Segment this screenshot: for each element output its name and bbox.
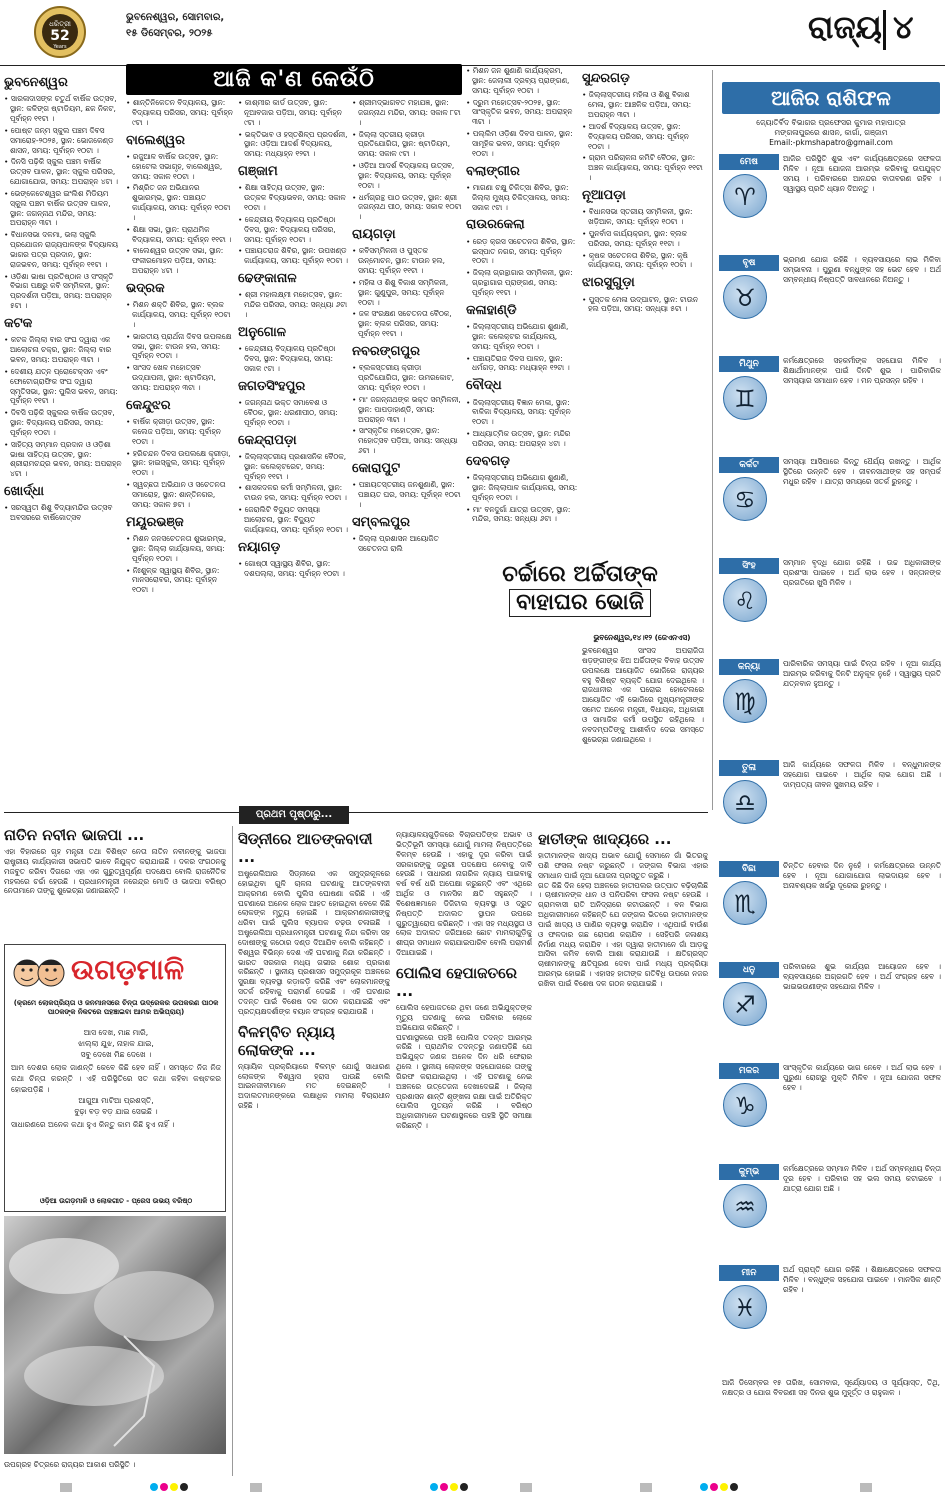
front-page-continuation-tag: ପ୍ରଥମ ପୃଷ୍ଠାରୁ... [239,806,349,824]
city-heading: ଝାରସୁଗୁଡ଼ା [582,275,635,291]
event-item: • ଜଗନ୍ନାଥ ଭକ୍ତ ସମାବେଶ ଓ ବୈଠକ, ସ୍ଥାନ: ଧରଣୀପୀଠ, ସମୟ: ପୂର୍ବାହ୍ନ ୧୦ଟା । [238,398,348,428]
news-column-2 [238,830,390,1476]
event-item: • ପୁସ୍ତକ ମେଳା ଉଦ୍‌ଘାଟନ, ସ୍ଥାନ: ଟାଉନ ହଲ ପଡ଼ିଆ, ସମୟ: ସନ୍ଧ୍ୟା ୫ଟା । [582,295,706,315]
zodiac-icon [723,1184,767,1228]
event-item: • ଶାସକଦଳର କର୍ମୀ ସମ୍ମିଳନୀ, ସ୍ଥାନ: ଟାଉନ ହଲ, ସମୟ: ପୂର୍ବାହ୍ନ ୧୦ଟା । [238,483,348,503]
logo-years-label: Years [53,44,67,50]
event-item: • ଜଳ ସଂରକ୍ଷଣ ସଚେତନତା ବୈଠକ, ସ୍ଥାନ: ବ୍ଲକ ପରିସର, ସମୟ: ପୂର୍ବାହ୍ନ ୧୧ଟା । [352,309,462,339]
city-heading: କୋରାପୁଟ [352,460,401,476]
rashi-prediction: ପାରିବାରିକ ସମସ୍ୟା ପାଇଁ ଚିନ୍ତା ରହିବ । ନୂଆ କାର୍ଯ୍ୟ ଆରମ୍ଭ କରିବାକୁ ଦିନଟି ଅନୁକୂଳ ନୁହେଁ । ସ୍ୱାସ୍ଥ୍ୟ ପ୍ରତି ଯତ୍ନବାନ ହୁଅନ୍ତୁ । [783,659,941,688]
elephant-body: ହାତୀମାନଙ୍କ ଖାଦ୍ୟ ଅଭାବ ଯୋଗୁଁ ସେମାନେ ଗାଁ ଭିତରକୁ ପଶି ଫସଲ ନଷ୍ଟ କରୁଛନ୍ତି । ଜଙ୍ଗଲ ବିଭାଗ ଏହାର ସମାଧାନ ପାଇଁ ନୂଆ ଯୋଜନା ପ୍ରସ୍ତୁତ କରୁଛି । [538,851,708,880]
event-item: • ବିଧାନସଭା ଦଳମା, ଭଲା ସ୍କୁଲି ପ୍ରଯୋଜନ ରାଜ୍ୟପାଳଙ୍କ ବିଦ୍ୟାଳୟ ଭାଗର ପତ୍ର ପ୍ରଦାନ, ସ୍ଥାନ: ରାଜଭବନ, ସମୟ: ପୂର୍ବାହ୍ନ ୧୧ଟା । [4,230,122,269]
event-item: • ବିଧାନସଭା ସ୍ତରୀୟ ସମ୍ମିଳନୀ, ସ୍ଥାନ: ଖଡ଼ିଆଳ, ସମୟ: ପୂର୍ବାହ୍ନ ୧୦ଟା । [582,207,706,227]
rashi-sign [719,356,941,452]
event-item: • ଶ୍ରୀମଦ୍ଭାଗବତ ମହାଯଜ୍ଞ, ସ୍ଥାନ: ଜଗନ୍ନାଥ ମନ୍ଦିର, ସମୟ: ସକାଳ ୮ଟା । [352,98,462,128]
dateline-city: ଭୁବନେଶ୍ୱର, ସୋମବାର, [126,12,225,23]
event-item: • ଜିଲ୍ଲାସ୍ତରୀୟ ଅଭିଯୋଗ ଶୁଣାଣି, ସ୍ଥାନ: ଜିଲ୍ଲାପାଳ କାର୍ଯ୍ୟାଳୟ, ସମୟ: ପୂର୍ବାହ୍ନ ୧୦ଟା । [466,473,578,503]
zodiac-icon [723,477,767,521]
rashi-sign [719,1164,941,1260]
rashi-prediction: ଭ୍ରମଣ ଯୋଗ ରହିଛି । ବ୍ୟବସାୟରେ ଲାଭ ମିଳିବା ସମ୍ଭାବନା । ପୁରୁଣା ବନ୍ଧୁଙ୍କ ସହ ଭେଟ ହେବ । ଅର୍ଥ ସମ୍ବନ୍ଧୀୟ ନିଷ୍ପତ୍ତି ସାବଧାନରେ ନିଅନ୍ତୁ । [783,255,941,284]
rashi-name: ମକର [719,1063,779,1079]
event-item: • ଗୋଷ୍ଠୀ ସ୍ୱାସ୍ଥ୍ୟ ଶିବିର, ସ୍ଥାନ: ଦଶପଲ୍ଲା, ସମୟ: ପୂର୍ବାହ୍ନ ୧୦ଟା । [238,559,348,579]
satellite-caption: ଉପଗ୍ରହ ଚିତ୍ରରେ ରାଜ୍ୟର ଆକାଶ ପରିସ୍ଥିତି । [4,1460,136,1469]
event-item: • ସାଂସ୍କୃତିକ ମହୋତ୍ସବ, ସ୍ଥାନ: ମହୋତ୍ସବ ପଡ଼ିଆ, ସମୟ: ସନ୍ଧ୍ୟା ୬ଟା । [352,426,462,456]
section-divider [4,812,708,813]
event-item: • ଓଡ଼ିଶା ଭାଷା ପ୍ରତିଷ୍ଠାନ ଓ ସଂସ୍କୃତି ବିଭାଗ ପକ୍ଷରୁ କବି ସମ୍ମିଳନୀ, ସ୍ଥାନ: ପ୍ରଦର୍ଶନୀ ପଡ଼ିଆ, ସମୟ: ଅପରାହ୍ନ ୫ଟା । [4,272,122,311]
zodiac-glyph: ♊ [734,385,756,413]
city-heading: ଢେଙ୍କାନାଳ [238,271,297,287]
city-heading: ସମ୍ବଲପୁର [352,514,410,530]
event-item: • ଜିଲ୍ଲାସ୍ତରୀୟ ମହିଳା ଓ ଶିଶୁ ବିକାଶ ମେଳା, ସ୍ଥାନ: ଆଞ୍ଚଳିକ ପଡ଼ିଆ, ସମୟ: ଅପରାହ୍ନ ୩ଟା । [582,90,706,120]
city-heading: ନବରଙ୍ଗପୁର [352,344,421,359]
zodiac-icon [723,174,767,218]
police-body: ପୋଲିସ ହେପାଜତରେ ଥିବା ଜଣେ ଅଭିଯୁକ୍ତଙ୍କ ମୃତ୍ୟୁ ଘଟଣାକୁ ନେଇ ପରିବାର ଲୋକେ ଅଭିଯୋଗ କରିଛନ୍ତି । [396,1002,532,1032]
attack-headline: ସିଡ୍‌ନୀରେ ଆତଙ୍କବାଦୀ ... [238,830,373,866]
event-item: • ଦିବସି ପଢ଼ିକି ସ୍କୁଲର ବାର୍ଷିକ ଉତ୍ସବ, ସ୍ଥାନ: ବିଦ୍ୟାଳୟ ପରିସର, ସମୟ: ପୂର୍ବାହ୍ନ ୧୦ଟା । [4,408,122,438]
event-item: • ଶିକ୍ଷା ସାହିତ୍ୟ ଉତ୍ସବ, ସ୍ଥାନ: ଉତ୍କଳ ବିଦ୍ୟାଭବନ, ସମୟ: ସକାଳ ୧୦ଟା । [238,183,348,213]
wedding-story-body: ଭୁବନେଶ୍ୱର ସାଂସଦ ଅପରାଜିତା ଷଡ଼଼ଙ୍ଗୀଙ୍କ ଝିଅ ଅର୍ଚ୍ଚିତାଙ୍କ ବିବାହ ଉତ୍ସବ ଉପଲକ୍ଷେ ଆୟୋଜିତ ଭୋଜିରେ ରାଜ୍ୟର ବହୁ ବିଶିଷ୍ଟ ବ୍ୟକ୍ତି ଯୋଗ ଦେଇଥିଲେ । ରାଜଧାନୀର ଏକ ଘରୋଇ ହୋଟେଲରେ ଆୟୋଜିତ ଏହି ଭୋଜିରେ ମୁଖ୍ୟମନ୍ତ୍ରୀଙ୍କ ସମେତ ଅନେକ ମନ୍ତ୍ରୀ, ବିଧାୟକ, ଅଧିକାରୀ ଓ ସାମାଜିକ କର୍ମୀ ଉପସ୍ଥିତ ରହିଥିଲେ । ନବଦମ୍ପତିଙ୍କୁ ଆଶୀର୍ବାଦ ଦେଇ ସମସ୍ତେ ଶୁଭେଚ୍ଛା ଜଣାଇଥିଲେ । [582,646,704,744]
event-item: • ଜେରାଲିଟି ବିଦ୍ୟୁତ ସମସ୍ୟା ଆଲୋଚନା, ସ୍ଥାନ: ବିଦ୍ୟୁତ କାର୍ଯ୍ୟାଳୟ, ସମୟ: ପୂର୍ବାହ୍ନ ୧୦ଟା । [238,505,348,535]
event-item: • ନିଃଶୁଳ୍କ ସ୍ୱାସ୍ଥ୍ୟ ଶିବିର, ସ୍ଥାନ: ମାନସରୋବର, ସମୟ: ପୂର୍ବାହ୍ନ ୧୦ଟା । [126,566,234,596]
event-item: • କୃଷକ ସଚେତନତା ଶିବିର, ସ୍ଥାନ: କୃଷି କାର୍ଯ୍ୟାଳୟ, ସମୟ: ପୂର୍ବାହ୍ନ ୧୦ଟା । [582,251,706,271]
event-item: • ଜିଲ୍ଲା ଗ୍ରନ୍ଥାଗାର ସମ୍ମିଳନୀ, ସ୍ଥାନ: ଗ୍ରନ୍ଥାଗାର ପ୍ରାଙ୍ଗଣ, ସମୟ: ପୂର୍ବାହ୍ନ ୧୧ଟା । [466,268,578,298]
column-divider [232,826,233,1476]
city-heading: ବାଲେଶ୍ୱର [126,132,185,148]
column-divider [712,70,713,810]
zodiac-icon [723,578,767,622]
zodiac-glyph: ♏ [734,890,756,918]
zodiac-icon [723,881,767,925]
ugamali-credit: ଓଡ଼ିଆ ଉଗଡ଼ମାଳି ଓ ଲୋକଗୀତ - ପ୍ରେସ ଉଭୟ ବରିଷ୍ଠ [39,1197,193,1205]
ugamali-subtitle: (କ୍ରମେ ଲୋକପ୍ରିୟତା ଓ ଜନମାନସରେ ଚିନ୍ତା ଉଦ୍ରେକର ଉପକରଣ ପାଠକ ପାଠକଙ୍କ ନିକଟରେ ପହଞ୍ଚାଇବା ଆମର ଅଭିପ୍ରାୟ) [13,999,219,1017]
event-item: • ବ୍ଲକସ୍ତରୀୟ କ୍ରୀଡ଼ା ପ୍ରତିଯୋଗିତା, ସ୍ଥାନ: ଉମରକୋଟ, ସମୟ: ପୂର୍ବାହ୍ନ ୧୦ଟା । [352,363,462,393]
poem-line: ସବୁ ଦେଖେ ମିଛ ଦେଖେ । [80,1050,152,1059]
events-column-6 [582,66,706,556]
rashi-prediction: ସାଂସ୍କୃତିକ କାର୍ଯ୍ୟରେ ଭାଗ ନେବେ । ଅର୍ଥ ଲାଭ ହେବ । ପୁରୁଣା ରୋଗରୁ ମୁକ୍ତି ମିଳିବ । ନୂଆ ଯୋଜନା ସଫଳ ହେବ । [783,1063,941,1092]
event-item: • ପଞ୍ଚାୟତିରାଜ ଦିବସ ପାଳନ, ସ୍ଥାନ: ଧର୍ମଗଡ଼, ସମୟ: ମଧ୍ୟାହ୍ନ ୧୨ଟା । [466,354,578,374]
events-column-1 [4,70,122,810]
zodiac-icon [723,982,767,1026]
elephant-headline: ହାତୀଙ୍କ ଖାଦ୍ୟରେ ... [538,830,672,848]
bjp-body: ଏହା ବିହାରରେ ଗୃହ ମନ୍ତ୍ରୀ ତଥା ବିଶିଷ୍ଟ ନେତା ନାତିନ ନବୀନଙ୍କୁ ଭାଜପା ରାଷ୍ଟ୍ରୀୟ କାର୍ଯ୍ୟକାରୀ ସଭାପତି ଭାବେ ନିଯୁକ୍ତ କରାଯାଇଛି । ଦଳର ସଂଗଠନକୁ ମଜବୁତ କରିବା ଦିଗରେ ଏହା ଏକ ଗୁରୁତ୍ୱପୂର୍ଣ୍ଣ ପଦକ୍ଷେପ ବୋଲି ରାଜନୈତିକ ମହଲରେ ଚର୍ଚ୍ଚା ହେଉଛି । ପ୍ରଧାନମନ୍ତ୍ରୀ ନରେନ୍ଦ୍ର ମୋଦି ଓ ଭାଜପା ବରିଷ୍ଠ ନେତାମାନେ ତାଙ୍କୁ ଶୁଭେଚ୍ଛା ଜଣାଇଛନ୍ତି । [4,847,226,896]
registration-square [640,1483,652,1492]
anniversary-logo [30,4,90,59]
rashi-prediction: କର୍ମକ୍ଷେତ୍ରରେ ସମ୍ମାନ ମିଳିବ । ଅର୍ଥ ସମ୍ବନ୍ଧୀୟ ଚିନ୍ତା ଦୂର ହେବ । ପରିବାର ସହ ଭଲ ସମୟ କଟାଇବେ । ଯାତ୍ରା ଯୋଗ ଅଛି । [783,1164,941,1193]
events-column-2 [126,98,234,810]
event-item: • ବାର୍ଷିକ କ୍ରୀଡ଼ା ଉତ୍ସବ, ସ୍ଥାନ: କଲେଜ ପଡ଼ିଆ, ସମୟ: ପୂର୍ବାହ୍ନ ୧୦ଟା । [126,417,234,447]
news-column-4 [538,830,708,1476]
event-item: • ମିଶନ ଜନ ଶୁଣାଣି କାର୍ଯ୍ୟକ୍ରମ, ସ୍ଥାନ: ଜେଲାଲୀ ଦ୍ରବ୍ୟ ପ୍ରାଙ୍ଗଣ, ସମୟ: ପୂର୍ବାହ୍ନ ୧୦ଟା । [466,66,578,96]
rashifal-address: ମଙ୍ଗଳାପୁରରେ ଶାସନ, କାର୍ଗା, ଗଞ୍ଜାମ [774,128,888,138]
rashi-prediction: ସମସ୍ୟା ଆସିପାରେ କିନ୍ତୁ ଧୈର୍ଯ୍ୟ ରଖନ୍ତୁ । ଆର୍ଥିକ ସ୍ଥିତିରେ ଉନ୍ନତି ହେବ । ଜୀବନସାଥୀଙ୍କ ସହ ସମ୍ପର୍କ ମଧୁର ରହିବ । ଯାତ୍ରା ସମୟରେ ସତର୍କ ରୁହନ୍ତୁ । [783,457,941,486]
wedding-headline-line1: ଚର୍ଚ୍ଚାରେ ଅର୍ଚ୍ଚିତାଙ୍କ [502,562,658,587]
city-heading: କେନ୍ଦୁଝର [126,397,171,413]
city-heading: କେନ୍ଦ୍ରାପଡ଼ା [238,432,297,448]
attack-body: ଅଷ୍ଟ୍ରେଲିଆର ସିଡ୍‌ନୀରେ ଏକ ସମୁଦ୍ରକୂଳରେ ହୋଇଥିବା ଗୁଳି ଚାଳନା ଘଟଣାକୁ ଆତଙ୍କବାଦୀ ଆକ୍ରମଣ ବୋଲି ପୁଲିସ ଘୋଷଣା କରିଛି । ଏହି ଘଟଣାରେ ଅନେକ ଲୋକ ଆହତ ହୋଇଥିବା ବେଳେ କିଛି ଲୋକଙ୍କ ମୃତ୍ୟୁ ହୋଇଛି । ଆକ୍ରମଣକାରୀଙ୍କୁ ଧରିବା ପାଇଁ ପୁଲିସ ବ୍ୟାପକ ଚଢ଼ଉ ଚଳାଇଛି । ଅଷ୍ଟ୍ରେଲିଆ ପ୍ରଧାନମନ୍ତ୍ରୀ ଘଟଣାକୁ ନିନ୍ଦା କରିବା ସହ ଦୋଷୀଙ୍କୁ କଠୋର ଦଣ୍ଡ ଦିଆଯିବ ବୋଲି କହିଛନ୍ତି । ବିଶ୍ୱର ବିଭିନ୍ନ ଦେଶ ଏହି ଘଟଣାକୁ ନିନ୍ଦା କରିଛନ୍ତି । ଭାରତ ସରକାର ମଧ୍ୟ ଗଭୀର ଶୋକ ପ୍ରକାଶ କରିଛନ୍ତି । ସ୍ଥାନୀୟ ପ୍ରଶାସନ ସମୁଦ୍ରକୂଳ ଅଞ୍ଚଳରେ ସୁରକ୍ଷା ବ୍ୟବସ୍ଥା କଡ଼ାକଡ଼ି କରିଛି ଏବଂ ଲୋକମାନଙ୍କୁ ସତର୍କ ରହିବାକୁ ପରାମର୍ଶ ଦେଇଛି । ଏହି ଘଟଣାର ତଦନ୍ତ ପାଇଁ ବିଶେଷ ଦଳ ଗଠନ କରାଯାଇଛି ଏବଂ ପ୍ରତ୍ୟକ୍ଷଦର୍ଶୀଙ୍କ ବୟାନ ସଂଗ୍ରହ କରାଯାଉଛି । [238,869,390,1016]
event-item: • ଗ୍ରାମ ପରିଚାଳନା କମିଟି ବୈଠକ, ସ୍ଥାନ: ଅଞ୍ଚଳ କାର୍ଯ୍ୟାଳୟ, ସମୟ: ପୂର୍ବାହ୍ନ ୧୧ଟା । [582,153,706,183]
logo-years: 52 [50,28,70,44]
rashi-prediction: ଆଜିର ପରିସ୍ଥିତି ଶୁଭ ଏବଂ କାର୍ଯ୍ୟକ୍ଷେତ୍ରରେ ସଫଳତା ମିଳିବ । ନୂଆ ଯୋଜନା ଆରମ୍ଭ କରିବାକୁ ଉପଯୁକ୍ତ ସମୟ । ପରିବାରରେ ଆନନ୍ଦର ବାତାବରଣ ରହିବ । ସ୍ୱାସ୍ଥ୍ୟ ପ୍ରତି ଧ୍ୟାନ ଦିଅନ୍ତୁ । [783,154,941,193]
city-heading: ନୟାଗଡ଼ [238,539,281,555]
events-banner: ଆଜି କ'ଣ କେଉଁଠି [126,64,462,95]
event-item: • ଦେଶୀୟ ଯତ୍ନ ପ୍ରୋଟେକ୍ସନ ଏବଂ ଫୋଟୋଗ୍ରାଫିକ ସଂଘ ଦ୍ୱାରା ସ୍ମୃତିସଭା, ସ୍ଥାନ: ପୁଲିସ ଭବନ, ସମୟ: ପୂର୍ବାହ୍ନ ୧୧ଟା । [4,367,122,406]
rashi-name: ତୁଳା [719,760,779,776]
rashi-sign [719,457,941,553]
justice-body: ନ୍ୟାୟିକ ପ୍ରକ୍ରିୟାରେ ବିଳମ୍ବ ଯୋଗୁଁ ସାଧାରଣ ଲୋକଙ୍କ ବିଶ୍ୱାସ ହ୍ରାସ ପାଉଛି ବୋଲି ଆଇନଜୀବୀମାନେ ମତ ଦେଇଛନ୍ତି । ଅଦାଲତମାନଙ୍କରେ ଲକ୍ଷାଧିକ ମାମଲା ବିଚାରାଧୀନ ରହିଛି । [238,1061,390,1111]
event-item: • ମହିଳା ଓ ଶିଶୁ ବିକାଶ ସମ୍ମିଳନୀ, ସ୍ଥାନ: ଗୁଣୁପୁର, ସମୟ: ପୂର୍ବାହ୍ନ ୧୦ଟା । [352,278,462,308]
registration-square [250,1483,262,1492]
title-divider [883,10,886,50]
page-number: ୪ [893,8,914,46]
rashi-name: କର୍କଟ [719,457,779,473]
cartoon-faces-icon [11,951,67,995]
dateline-date: ୧୫ ଡିସେମ୍ବର, ୨୦୨୫ [126,28,213,39]
page-title: ରାଜ୍ୟ [808,8,882,46]
zodiac-icon [723,780,767,824]
event-item: • ପୁନର୍ବାସ କାର୍ଯ୍ୟକ୍ରମ, ସ୍ଥାନ: ବ୍ଲକ ପରିସର, ସମୟ: ପୂର୍ବାହ୍ନ ୧୧ଟା । [582,229,706,249]
dateline [126,10,224,42]
registration-square [520,1483,532,1492]
zodiac-glyph: ♐ [734,991,756,1019]
event-item: • ଭାରତୀୟ ପ୍ରାର୍ଥନା ଦିବସ ଉପଲକ୍ଷେ ସଭା, ସ୍ଥାନ: ଟାଉନ ହଲ, ସମୟ: ପୂର୍ବାହ୍ନ ୧୦ଟା । [126,332,234,362]
zodiac-glyph: ♒ [734,1193,756,1221]
registration-square [60,1483,72,1492]
poem-line: ବୁଢ଼ା ବଡ଼ ବଡ଼ ଯାଇ ସେଇଛି । [74,1107,158,1116]
event-item: • ଜିଲ୍ଲା ସ୍ତରୀୟ କ୍ରୀଡ଼ା ପ୍ରତିଯୋଗିତା, ସ୍ଥାନ: ଷ୍ଟାଡିୟମ, ସମୟ: ସକାଳ ୯ଟା । [352,130,462,160]
rashi-prediction: ଆଜି କାର୍ଯ୍ୟରେ ସଫଳତା ମିଳିବ । ବନ୍ଧୁମାନଙ୍କ ସହଯୋଗ ପାଇବେ । ଆର୍ଥିକ ଲାଭ ଯୋଗ ଅଛି । ଦାମ୍ପତ୍ୟ ଜୀବନ ସୁଖମୟ ରହିବ । [783,760,941,789]
event-item: • ସରସ୍ୱତୀ ଶିଶୁ ବିଦ୍ୟାମନ୍ଦିର ଉତ୍ସବ ଅବସରରେ ବାର୍ଷିକୋତ୍ସବ [4,503,122,523]
rashi-name: ଧନୁ [719,962,779,978]
event-item: • ଜିଲ୍ଲାସ୍ତରୀୟ ଅଭିଯୋଗ ଶୁଣାଣି, ସ୍ଥାନ: କଲେକ୍ଟର କାର୍ଯ୍ୟାଳୟ, ସମୟ: ପୂର୍ବାହ୍ନ ୧୦ଟା । [466,322,578,352]
event-item: • ବାଲେଶ୍ୱର ଉତ୍ସବ ସଭା, ସ୍ଥାନ: ଫକୀରମୋହନ ପଡ଼ିଆ, ସମୟ: ଅପରାହ୍ନ ୪ଟା । [126,246,234,276]
city-heading: ସୁନ୍ଦରଗଡ଼ [582,71,630,86]
panchang: ଆଜି ଡିସେମ୍ବର ୧୫ ତାରିଖ, ସୋମବାର, ସୂର୍ଯ୍ୟୋଦୟ ଓ ସୂର୍ଯ୍ୟାସ୍ତ, ତିଥି, ନକ୍ଷତ୍ର ଓ ଯୋଗ ବିବରଣୀ ସହ ଦିନର ଶୁଭ ମୁହୂର୍ତ୍ତ ଓ ରାହୁକାଳ । [722,1378,940,1397]
rashi-prediction: ଅର୍ଥ ପ୍ରାପ୍ତି ଯୋଗ ରହିଛି । ଶିକ୍ଷାକ୍ଷେତ୍ରରେ ସଫଳତା ମିଳିବ । ବନ୍ଧୁଙ୍କ ସହଯୋଗ ପାଇବେ । ମାନସିକ ଶାନ୍ତି ରହିବ । [783,1265,941,1294]
poem-line: ଆଗୁଆ ମାଟିଆ ପ୍ରଶସ୍ତି, [78,1096,154,1105]
rashi-name: ସିଂହ [719,558,779,574]
rashi-name: ବୃଷ [719,255,779,271]
rashi-sign [719,1063,941,1159]
zodiac-icon [723,376,767,420]
rashifal-byline [722,118,940,148]
wedding-dateline: ଭୁବନେଶ୍ୱର,୧୪।୧୨ (ଜେଏନଏସ) [593,633,691,642]
zodiac-icon [723,1285,767,1329]
ugamali-title: ଉଗଡ଼ମାଳି [71,953,185,986]
event-item: • ସାହିତ୍ୟ ସମ୍ମାନ ପ୍ରଦାନ ଓ ଓଡ଼ିଶା ଭାଷା ସାହିତ୍ୟ ଉତ୍ସବ, ସ୍ଥାନ: ଶ୍ରୀରାମଚନ୍ଦ୍ର ଭବନ, ସମୟ: ଅପରାହ୍ନ ୪ଟା । [4,440,122,479]
event-item: • ପଲ୍ଲିମ ଓଡ଼ିଶା ଦିବସ ପାଳନ, ସ୍ଥାନ: ସାମୂହିକ ଭବନ, ସମୟ: ପୂର୍ବାହ୍ନ ୧୦ଟା । [466,129,578,159]
event-item: • ହରିଚନ୍ଦନ ଦିବସ ଉପଲକ୍ଷେ କ୍ରୀଡ଼ା, ସ୍ଥାନ: ହାଇସ୍କୁଲ, ସମୟ: ପୂର୍ବାହ୍ନ ୧୦ଟା । [126,449,234,479]
poem-prose: ଆମ ଦେଶର ଲୋକ ଜାଣନ୍ତି କେବେ କିଛି ହେବ ନାହିଁ । ସମସ୍ତେ ନିଜ ନିଜ କଥା ଚିନ୍ତା କରନ୍ତି । ଏହି ପରିସ୍ଥିତିରେ ସତ କଥା କହିବା କଷ୍ଟକର ହୋଇପଡ଼ିଛି । [11,1063,221,1094]
rashi-sign [719,659,941,755]
event-item: • ଜିଲ୍ଲାସ୍ତରୀୟ ବିଜ୍ଞାନ ମେଳା, ସ୍ଥାନ: ବାଳିକା ବିଦ୍ୟାଳୟ, ସମୟ: ପୂର୍ବାହ୍ନ ୧୦ଟା । [466,398,578,428]
event-item: • ମା' ଜଗନ୍ନାଥଙ୍କ ଭକ୍ତ ସମ୍ମିଳନୀ, ସ୍ଥାନ: ପାପଡ଼ାହାଣ୍ଡି, ସମୟ: ଅପରାହ୍ନ ୩ଟା । [352,395,462,425]
events-column-4 [352,98,462,810]
event-item: • କାଶ୍ମୀର କାର୍ଡ ଉତ୍ସବ, ସ୍ଥାନ: ନୂଆବଜାର ପଡ଼ିଆ, ସମୟ: ପୂର୍ବାହ୍ନ ୯ଟା । [238,98,348,128]
zodiac-glyph: ♎ [734,789,756,817]
poem-line: ଝାଲ୍ଲା ଯୁଝ, ନାହାକ ଯାଇ, [78,1039,154,1048]
event-item: • କେନ୍ଦ୍ରୀୟ ବିଦ୍ୟାଳୟ ପ୍ରତିଷ୍ଠା ଦିବସ, ସ୍ଥାନ: ବିଦ୍ୟାଳୟ, ସମୟ: ସକାଳ ୯ଟା । [238,344,348,374]
event-item: • ମାଗଣା ଚକ୍ଷୁ ଚିକିତ୍ସା ଶିବିର, ସ୍ଥାନ: ଜିଲ୍ଲା ମୁଖ୍ୟ ଚିକିତ୍ସାଳୟ, ସମୟ: ସକାଳ ୯ଟା । [466,183,578,213]
ugamali-box [4,944,226,1212]
wedding-headline-line2: ବାହାଘର ଭୋଜି [509,589,651,616]
city-heading: କଳାହାଣ୍ଡି [466,302,517,318]
event-item: • ପୋଷ୍ଟ ଜନ୍ମ ସ୍କୁଲ ପଞ୍ଚମ ଦିବସ ସମାରୋହ-୨୦୨୫, ସ୍ଥାନ: ଭୋଜକେଣ୍ଡ ଶାସନ, ସମୟ: ପୂର୍ବାହ୍ନ ୧୦ଟା । [4,126,122,156]
bjp-headline: ନାତିନ ନବୀନ ଭାଜପା ... [4,826,145,844]
event-item: • ଜିଲ୍ଲାସ୍ତରୀୟ ପ୍ରଶାସନିକ ବୈଠକ, ସ୍ଥାନ: କଲେକ୍ଟରେଟ, ସମୟ: ପୂର୍ବାହ୍ନ ୧୧ଟା । [238,452,348,482]
poem-prose: ସାଧାରଣରେ ଅନେକ କଥା ହୁଏ କିନ୍ତୁ କାମ କିଛି ହୁଏ ନାହିଁ । [11,1120,175,1129]
event-item: • କେନ୍ଦ୍ରୀୟ ବିଦ୍ୟାଳୟ ପ୍ରତିଷ୍ଠା ଦିବସ, ସ୍ଥାନ: ବିଦ୍ୟାଳୟ ପରିସର, ସମୟ: ପୂର୍ବାହ୍ନ ୧୦ଟା । [238,215,348,245]
event-item: • ମିଶନ ଜନସଚେତନତା ଶୁଭାରମ୍ଭ, ସ୍ଥାନ: ଜିଲ୍ଲା କାର୍ଯ୍ୟାଳୟ, ସମୟ: ପୂର୍ବାହ୍ନ ୧୦ଟା । [126,534,234,564]
police-continued: ଘଟଣାସ୍ଥଳରେ ପହଞ୍ଚି ପୋଲିସ ତଦନ୍ତ ଆରମ୍ଭ କରିଛି । ପ୍ରାଥମିକ ତଦନ୍ତରୁ ଜଣାପଡ଼ିଛି ଯେ ଅଭିଯୁକ୍ତ ଜଣକ ଅନେକ ଦିନ ଧରି ଫେରାର ଥିଲେ । ସ୍ଥାନୀୟ ଲୋକଙ୍କ ସହଯୋଗରେ ତାଙ୍କୁ ଗିରଫ କରାଯାଇଥିଲା । ଏହି ଘଟଣାକୁ ନେଇ ଅଞ୍ଚଳରେ ଉତ୍ତେଜନା ଦେଖାଦେଇଛି । ଜିଲ୍ଲା ପ୍ରଶାସନ ଶାନ୍ତି ଶୃଙ୍ଖଳା ରକ୍ଷା ପାଇଁ ଅତିରିକ୍ତ ପୋଲିସ ମୁତୟନ କରିଛି । ବରିଷ୍ଠ ଅଧିକାରୀମାନେ ଘଟଣାସ୍ଥଳରେ ପହଞ୍ଚି ସ୍ଥିତି ସମୀକ୍ଷା କରିଛନ୍ତି । [396,1032,532,1131]
rashi-sign [719,154,941,250]
city-heading: ରାଉରକେଲା [466,217,525,233]
rashifal-author: ଜ୍ୟୋତିର୍ବିଦ ବିଭାଗର ପ୍ରଫେସର କୁମାର ମହାପାତ୍ର [756,118,906,127]
rashi-prediction: ସମ୍ମାନ ବୃଦ୍ଧି ଯୋଗ ରହିଛି । ଉଚ୍ଚ ଅଧିକାରୀଙ୍କ ପ୍ରଶଂସା ପାଇବେ । ଅର୍ଥ ଲାଭ ହେବ । ସନ୍ତାନଙ୍କ ପ୍ରଗତିରେ ଖୁସି ମିଳିବ । [783,558,941,587]
city-heading: ଦେବଗଡ଼ [466,453,510,469]
event-item: • ଆଧ୍ୟାତ୍ମିକ ଉତ୍ସବ, ସ୍ଥାନ: ମନ୍ଦିର ପରିସର, ସମୟ: ଅପରାହ୍ନ ୪ଟା । [466,429,578,449]
police-headline: ପୋଲିସ ହେପାଜତରେ ... [396,963,518,1000]
event-item: • ଶିକ୍ଷା ସଭା, ସ୍ଥାନ: ପ୍ରାଥମିକ ବିଦ୍ୟାଳୟ, ସମୟ: ପୂର୍ବାହ୍ନ ୧୧ଟା । [126,225,234,245]
zodiac-glyph: ♋ [734,486,756,514]
zodiac-glyph: ♌ [734,587,756,615]
color-dots [430,1483,470,1492]
rashi-name: କୁମ୍ଭ [719,1164,779,1180]
justice-continued: ନ୍ୟାୟାଳୟଗୁଡ଼ିକରେ ବିଚାରପତିଙ୍କ ଅଭାବ ଓ ଭିତ୍ତିଭୂମି ସମସ୍ୟା ଯୋଗୁଁ ମାମଲା ନିଷ୍ପତ୍ତିରେ ବିଳମ୍ବ ହେଉଛି । ଏହାକୁ ଦୂର କରିବା ପାଇଁ ସରକାରଙ୍କୁ ଜରୁରୀ ପଦକ୍ଷେପ ନେବାକୁ ଦାବି ହେଉଛି । ସାଧାରଣ ନାଗରିକ ନ୍ୟାୟ ପାଇବାକୁ ବର୍ଷ ବର୍ଷ ଧରି ଅପେକ୍ଷା କରୁଛନ୍ତି ଏବଂ ଏଥିରେ ଆର୍ଥିକ ଓ ମାନସିକ କ୍ଷତି ସହୁଛନ୍ତି । ବିଶେଷଜ୍ଞମାନେ ଡିଜିଟାଲ ବ୍ୟବସ୍ଥା ଓ ଦ୍ରୁତ ନିଷ୍ପତ୍ତି ଅଦାଲତ ସ୍ଥାପନ ଉପରେ ଗୁରୁତ୍ୱାରୋପ କରିଛନ୍ତି । ଏହା ସହ ମଧ୍ୟସ୍ଥତା ଓ ଲୋକ ଅଦାଲତ ଜରିଆରେ ଛୋଟ ମାମଲାଗୁଡ଼ିକୁ ଶୀଘ୍ର ସମାଧାନ କରାଯାଇପାରିବ ବୋଲି ପରାମର୍ଶ ଦିଆଯାଇଛି । [396,830,532,958]
event-item: • ମିଶନ ଶକ୍ତି ଶିବିର, ସ୍ଥାନ: ବ୍ଲକ କାର୍ଯ୍ୟାଳୟ, ସମୟ: ପୂର୍ବାହ୍ନ ୧୦ଟା । [126,300,234,330]
event-item: • କବିସମ୍ମିଳନୀ ଓ ପୁସ୍ତକ ଉନ୍ମୋଚନ, ସ୍ଥାନ: ଟାଉନ ହଲ, ସମୟ: ପୂର୍ବାହ୍ନ ୧୧ଟା । [352,246,462,276]
event-item: • ଆଦର୍ଶ ବିଦ୍ୟାଳୟ ଉତ୍ସବ, ସ୍ଥାନ: ବିଦ୍ୟାଳୟ ପରିସର, ସମୟ: ପୂର୍ବାହ୍ନ ୧୦ଟା । [582,122,706,152]
rashi-name: ମୀନ [719,1265,779,1281]
rashi-sign [719,558,941,654]
event-item: • ଦ୍ରୁମ ମହୋତ୍ସବ-୨୦୨୫, ସ୍ଥାନ: ସାଂସ୍କୃତିକ ଭବନ, ସମୟ: ଅପରାହ୍ନ ୩ଟା । [466,98,578,128]
poem-line: ଆସ ଦେଖ, ମାଛ ମାରି, [83,1028,149,1037]
wedding-headline [455,562,705,617]
city-heading: ନୂଆପଡ଼ା [582,187,626,203]
print-registration-strip [0,1478,945,1497]
city-heading: ଭଦ୍ରକ [126,280,165,296]
justice-headline: ବିଳମ୍ବିତ ନ୍ୟାୟ ଲୋକଙ୍କ ... [238,1022,335,1059]
color-dots [700,1483,740,1492]
rashifal-email: Email:-pkmshapatro@gmail.com [769,138,893,148]
city-heading: ଖୋର୍ଦ୍ଧା [4,484,44,500]
zodiac-glyph: ♍ [734,688,756,716]
zodiac-glyph: ♑ [734,1092,756,1120]
events-column-3 [238,98,348,806]
city-heading: କଟକ [4,316,33,331]
registration-square [860,1483,872,1492]
elephant-continued: ଗତ କିଛି ଦିନ ହେଲା ଅଞ୍ଚଳରେ ହାତୀପଲର ଉତ୍ପାତ ବଢ଼ିଚାଲିଛି । ଚାଷୀମାନଙ୍କ ଧାନ ଓ ପନିପରିବା ଫସଲ ନଷ୍ଟ ହେଉଛି । ଗ୍ରାମବାସୀ ରାତି ଅନିଦ୍ରାରେ କଟାଉଛନ୍ତି । ବନ ବିଭାଗ ଅଧିକାରୀମାନେ କହିଛନ୍ତି ଯେ ଜଙ୍ଗଲ ଭିତରେ ହାତୀମାନଙ୍କ ପାଇଁ ଖାଦ୍ୟ ଓ ପାଣିର ବ୍ୟବସ୍ଥା କରାଯିବ । ଏଥିପାଇଁ ବାଉଁଶ ଓ ଫଳଦାର ଗଛ ରୋପଣ କରାଯିବ । ସେହିପରି ଜଳାଶୟ ନିର୍ମାଣ ମଧ୍ୟ କରାଯିବ । ଏହା ଦ୍ୱାରା ହାତୀମାନେ ଗାଁ ଆଡ଼କୁ ଆସିବା କମିବ ବୋଲି ଆଶା କରାଯାଉଛି । କ୍ଷତିଗ୍ରସ୍ତ ଚାଷୀମାନଙ୍କୁ କ୍ଷତିପୂରଣ ଦେବା ପାଇଁ ମଧ୍ୟ ପ୍ରକ୍ରିୟା ଆରମ୍ଭ ହୋଇଛି । ଏହାସହ ହାତୀଙ୍କ ଗତିବିଧି ଉପରେ ନଜର ରଖିବା ପାଇଁ ବିଶେଷ ଦଳ ଗଠନ କରାଯାଇଛି । [538,880,708,988]
event-item: • ଦିନସି ପଢ଼ିକି ସ୍କୁଲ ପଞ୍ଚମ ବାର୍ଷିକ ଉତ୍ସବ ପାଳନ, ସ୍ଥାନ: ସ୍କୁଲ ପରିସର, ଯୋଗାଯୋଗ, ସମୟ: ଅପରାହ୍ନ ୪ଟା । [4,157,122,187]
zodiac-glyph: ♉ [734,284,756,312]
zodiac-icon [723,275,767,319]
rashi-name: କନ୍ୟା [719,659,779,675]
rashi-name: ମିଥୁନ [719,356,779,372]
rashi-sign [719,255,941,351]
zodiac-glyph: ♈ [734,183,756,211]
rashi-name: ବିଛା [719,861,779,877]
news-column-3 [396,830,532,1476]
event-item: • କଟକ ଜିଲ୍ଲା ବାର ସଂଘ ଦ୍ୱାରା ଏକ ଆଲୋଚନା ଚକ୍ର, ସ୍ଥାନ: ଜିଲ୍ଲା ବାର ଭବନ, ସମୟ: ଅପରାହ୍ନ ୩ଟା । [4,335,122,365]
city-heading: ଅନୁଗୋଳ [238,324,287,340]
event-item: • ମା' ବନଦୁର୍ଗା ଯାତ୍ରା ଉତ୍ସବ, ସ୍ଥାନ: ମନ୍ଦିର, ସମୟ: ସନ୍ଧ୍ୟା ୬ଟା । [466,505,578,525]
event-item: • ସ୍ୱଚ୍ଛତା ଅଭିଯାନ ଓ ସଚେତନତା ସମାରୋହ, ସ୍ଥାନ: ଶାନ୍ତିନଗର, ସମୟ: ସକାଳ ୭ଟା । [126,480,234,510]
city-heading: ମୟୂରଭଞ୍ଜ [126,514,184,530]
rashi-sign [719,962,941,1058]
satellite-image [4,1216,226,1454]
zodiac-icon [723,679,767,723]
rashi-prediction: ଚିନ୍ତିତ ହେବାର ଦିନ ନୁହେଁ । କର୍ମକ୍ଷେତ୍ରରେ ଉନ୍ନତି ହେବ । ନୂଆ ଯୋଗାଯୋଗ ଲାଭଦାୟକ ହେବ । ଅନାବଶ୍ୟକ ଖର୍ଚ୍ଚରୁ ଦୂରେଇ ରୁହନ୍ତୁ । [783,861,941,890]
masthead [0,0,945,66]
city-heading: ବଲାଙ୍ଗୀର [466,163,520,179]
event-item: • ସାରଳାଦାସଙ୍କ ଚତୁର୍ଥ ବାର୍ଷିକ ଉତ୍ସବ, ସ୍ଥାନ: କଳିଙ୍ଗ ଷ୍ଟାଡିୟମ, ଛକ ନିକଟ, ପୂର୍ବାହ୍ନ ୧୧ଟା । [4,94,122,124]
satellite-clouds [4,1216,226,1454]
event-item: • ଓଡ଼ିଆ ଆଦର୍ଶ ବିଦ୍ୟାଳୟ ଉତ୍ସବ, ସ୍ଥାନ: ବିଦ୍ୟାଳୟ, ସମୟ: ପୂର୍ବାହ୍ନ ୧୦ଟା । [352,161,462,191]
city-heading: ଗଞ୍ଜାମ [238,164,278,180]
rashi-sign [719,861,941,957]
event-item: • ରେଡ଼ କ୍ରସ ସଚେତନତା ଶିବିର, ସ୍ଥାନ: ଇସ୍ପାତ ନଗର, ସମୟ: ପୂର୍ବାହ୍ନ ୧୦ଟା । [466,237,578,267]
event-item: • ଭେଙ୍କେଟେଶ୍ୱର ଇଂଲିଶ ମିଡିୟମ ସ୍କୁଲ ପଞ୍ଚମ ବାର୍ଷିକ ଉତ୍ସବ ପାଳନ, ସ୍ଥାନ: ଜଗନ୍ନାଥ ମନ୍ଦିର, ସମୟ: ଅପରାହ୍ନ ୩ଟା । [4,189,122,228]
event-item: • ପଞ୍ଚାୟତରାଜ ଶିବିର, ସ୍ଥାନ: ଉପଖଣ୍ଡ କାର୍ଯ୍ୟାଳୟ, ସମୟ: ପୂର୍ବାହ୍ନ ୧୦ଟା । [238,246,348,266]
city-heading: ବୌଦ୍ଧ [466,378,502,394]
event-item: • ଶ୍ରୀ ମହାଲକ୍ଷ୍ମୀ ମହୋତ୍ସବ, ସ୍ଥାନ: ମନ୍ଦିର ପରିସର, ସମୟ: ସନ୍ଧ୍ୟା ୬ଟା । [238,290,348,320]
ugamali-poem [11,1027,221,1130]
rashi-sign [719,1265,941,1361]
bjp-story [4,826,226,940]
color-dots [150,1483,190,1492]
events-column-5 [466,66,578,556]
event-item: • ରଜୁଆଳ ବାର୍ଷିକ ଉତ୍ସବ, ସ୍ଥାନ: ହୋଟେଲ ସଭାଗୃହ, ବାଲେଶ୍ୱର, ସମୟ: ସକାଳ ୧୦ଟା । [126,152,234,182]
zodiac-icon [723,1083,767,1127]
event-item: • ଧର୍ମଗ୍ରନ୍ଥ ପାଠ ଉତ୍ସବ, ସ୍ଥାନ: ଶ୍ରୀ ଜଗନ୍ନାଥ ପୀଠ, ସମୟ: ସକାଳ ୧୦ଟା । [352,193,462,223]
events-column-5b [468,690,578,810]
event-item: • ଶାନ୍ତିନିକେତନ ବିଦ୍ୟାଳୟ, ସ୍ଥାନ: ବିଦ୍ୟାଳୟ ପରିସର, ସମୟ: ପୂର୍ବାହ୍ନ ୯ଟା । [126,98,234,128]
rashi-prediction: କର୍ମକ୍ଷେତ୍ରରେ ସହକର୍ମୀଙ୍କ ସହଯୋଗ ମିଳିବ । ଶିକ୍ଷାର୍ଥୀମାନଙ୍କ ପାଇଁ ଦିନଟି ଶୁଭ । ପାରିବାରିକ ସମସ୍ୟାର ସମାଧାନ ହେବ । ମନ ପ୍ରସନ୍ନ ରହିବ । [783,356,941,385]
logo-text: ଧରିତ୍ରୀ [49,20,71,28]
rashi-sign [719,760,941,856]
event-item: • ଭକ୍ତିଭାବ ଓ ହସ୍ତଶିଳ୍ପ ପ୍ରଦର୍ଶନୀ, ସ୍ଥାନ: ଓଡ଼ିଆ ଆଦର୍ଶ ବିଦ୍ୟାଳୟ, ସମୟ: ମଧ୍ୟାହ୍ନ ୧୨ଟା । [238,130,348,160]
rashi-name: ମେଷ [719,154,779,170]
event-item: • ଜିଲ୍ଲା ପ୍ରଶାସନ ଆୟୋଜିତ ସଚେତନତା ରାଲି [352,534,462,554]
rashi-prediction: ପରିବାରରେ ଶୁଭ କାର୍ଯ୍ୟର ଆୟୋଜନ ହେବ । ବ୍ୟବସାୟରେ ଅଗ୍ରଗତି ହେବ । ଅର୍ଥ ସଂଗ୍ରହ ହେବ । ଭାଇଭଉଣୀଙ୍କ ସହଯୋଗ ମିଳିବ । [783,962,941,991]
city-heading: ଜଗତସିଂହପୁର [238,378,306,394]
event-item: • ପଞ୍ଚାୟତସ୍ତରୀୟ ଜନଶୁଣାଣି, ସ୍ଥାନ: ପଞ୍ଚାୟତ ଘର, ସମୟ: ପୂର୍ବାହ୍ନ ୧୦ଟା । [352,480,462,510]
rashifal-title: ଆଜିର ରାଶିଫଳ [722,82,940,114]
event-item: • ସାଂସଦ ଖେଳ ମହୋତ୍ସବ ଉଦ୍‌ଯାପନୀ, ସ୍ଥାନ: ଷ୍ଟାଡିୟମ, ସମୟ: ଅପରାହ୍ନ ୩ଟା । [126,363,234,393]
city-heading: ରାୟଗଡ଼ା [352,227,396,243]
city-heading: ଭୁବନେଶ୍ୱର [4,75,68,90]
zodiac-glyph: ♓ [734,1294,756,1322]
event-item: • ମିଶ୍ରିତ ଜନ ଅଭିଯାନର ଶୁଭାରମ୍ଭ, ସ୍ଥାନ: ପଞ୍ଚାୟତ କାର୍ଯ୍ୟାଳୟ, ସମୟ: ପୂର୍ବାହ୍ନ ୧୦ଟା । [126,183,234,222]
